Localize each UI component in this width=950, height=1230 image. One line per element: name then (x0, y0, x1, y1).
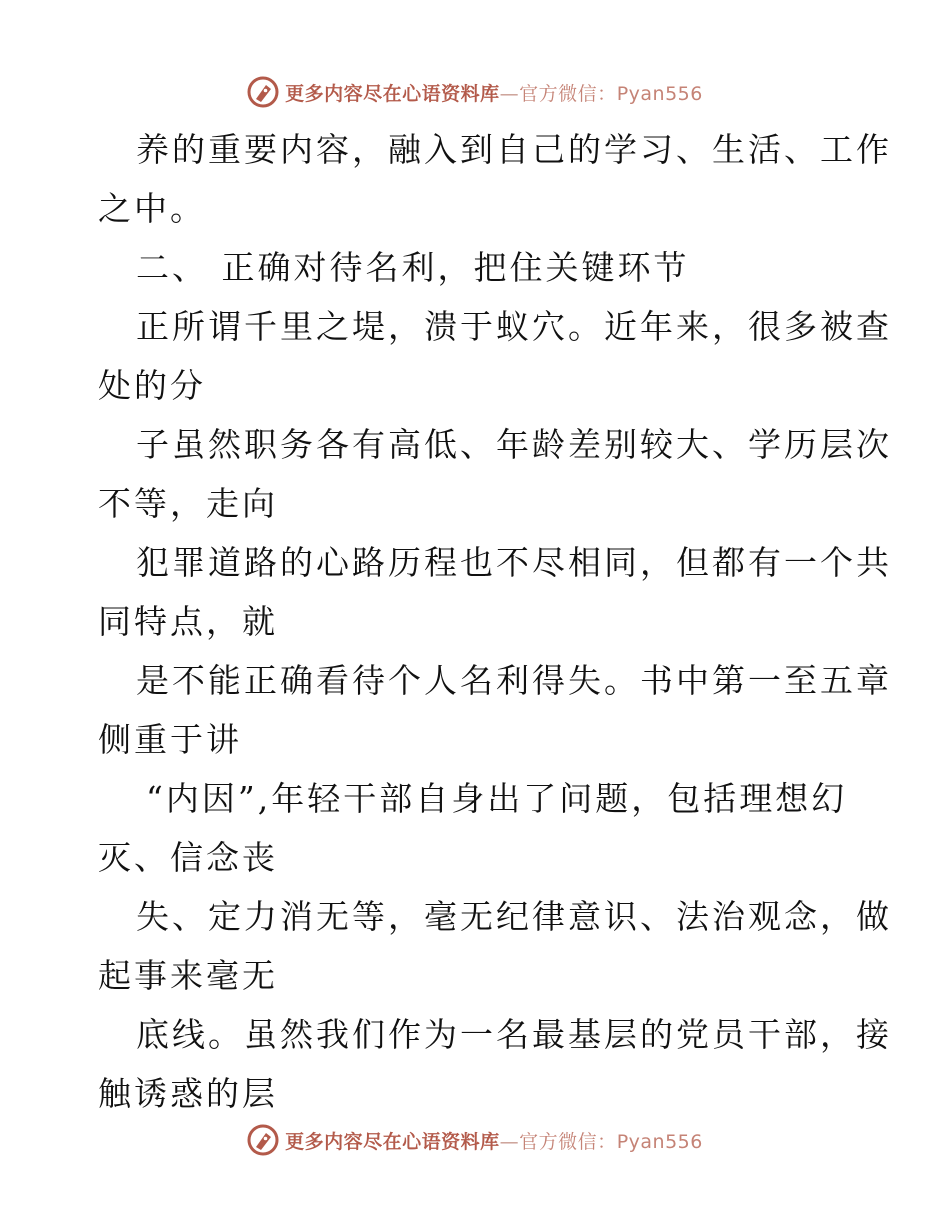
body-line-17: 触诱惑的层 (98, 1074, 278, 1113)
body-line-1: 养的重要内容，融入到自己的学习、生活、工作 (136, 130, 892, 169)
body-line-14: 失、定力消无等，毫无纪律意识、法治观念，做 (136, 897, 892, 936)
body-line-13: 灭、信念丧 (98, 838, 278, 877)
footer-banner (0, 1120, 950, 1160)
body-line-11: 侧重于讲 (98, 720, 242, 759)
body-line-16: 底线。虽然我们作为一名最基层的党员干部，接 (136, 1015, 892, 1054)
pen-nib-logo-icon (247, 76, 279, 108)
document-body (98, 120, 892, 1123)
footer-dash: — (499, 1130, 520, 1153)
body-line-15: 起事来毫无 (98, 956, 278, 995)
footer-text (285, 1127, 703, 1154)
footer-wechat-label: 官方微信： (519, 1130, 617, 1153)
body-line-10: 是不能正确看待个人名利得失。书中第一至五章 (136, 661, 892, 700)
section-heading: 二、 正确对待名利，把住关键环节 (136, 248, 690, 287)
pen-nib-logo-icon (247, 1124, 279, 1156)
body-line-7: 不等，走向 (98, 484, 278, 523)
header-banner (0, 72, 950, 112)
body-line-4: 正所谓千里之堤，溃于蚁穴。近年来，很多被查 (136, 307, 892, 346)
body-line-12: “内因”,年轻干部自身出了问题，包括理想幻 (146, 779, 848, 818)
body-line-5: 处的分 (98, 366, 206, 405)
body-line-8: 犯罪道路的心路历程也不尽相同，但都有一个共 (136, 543, 892, 582)
header-main-text: 更多内容尽在心语资料库 (285, 82, 500, 105)
header-wechat-label: 官方微信： (519, 82, 617, 105)
body-line-6: 子虽然职务各有高低、年龄差别较大、学历层次 (136, 425, 892, 464)
header-wechat-id: Pyan556 (616, 82, 703, 105)
footer-main-text: 更多内容尽在心语资料库 (285, 1130, 500, 1153)
body-line-9: 同特点，就 (98, 602, 278, 641)
header-dash: — (499, 82, 520, 105)
footer-wechat-id: Pyan556 (616, 1130, 703, 1153)
body-line-2: 之中。 (98, 189, 206, 228)
header-text (285, 79, 703, 106)
